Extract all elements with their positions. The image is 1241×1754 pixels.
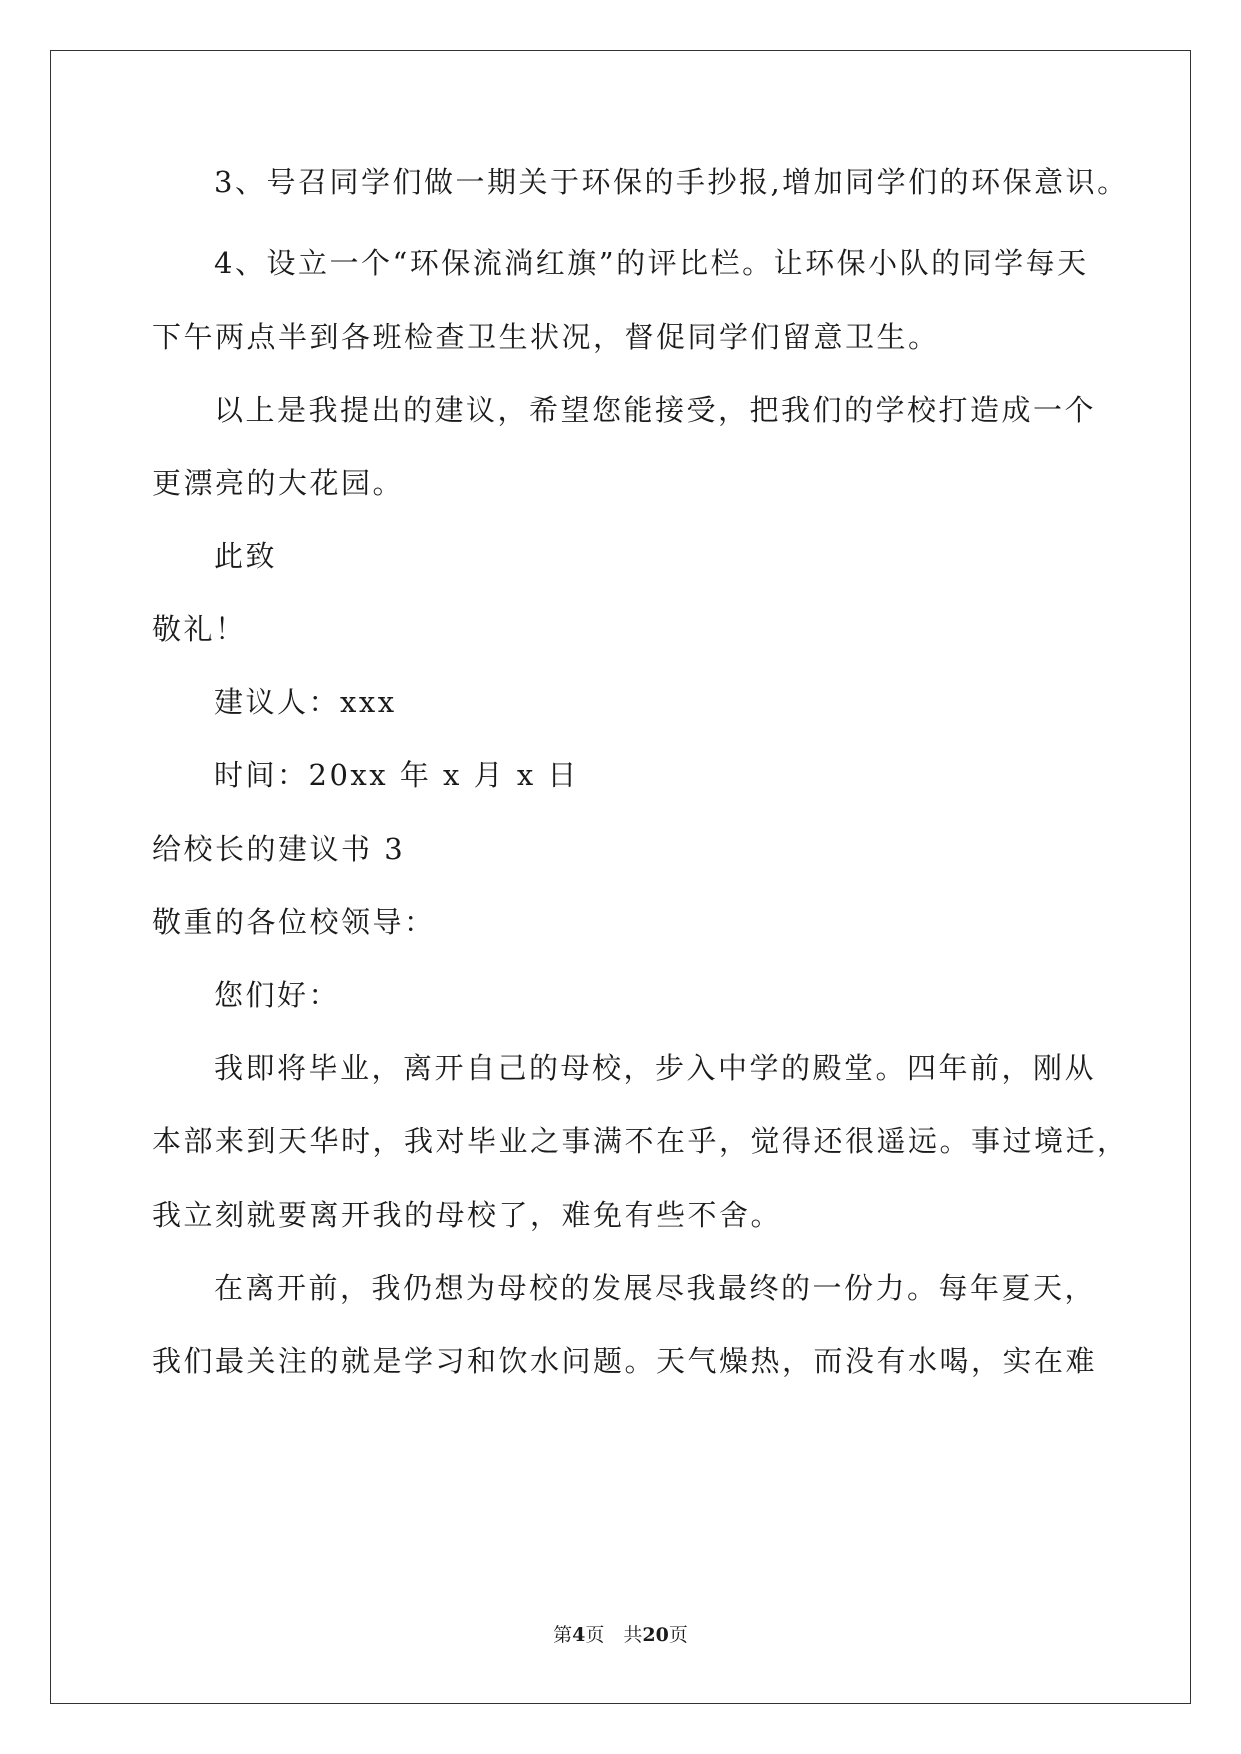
- closing-regards: 敬礼！: [152, 612, 247, 646]
- paragraph-line: 我立刻就要离开我的母校了，难免有些不舍。: [152, 1198, 783, 1232]
- paragraph-line: 在离开前，我仍想为母校的发展尽我最终的一份力。每年夏天，: [214, 1271, 1097, 1305]
- paragraph-line: 本部来到天华时，我对毕业之事满不在乎，觉得还很遥远。事过境迁，: [152, 1124, 1129, 1158]
- total-page-number: 20: [642, 1624, 669, 1646]
- closing-salutation: 此致: [214, 539, 278, 573]
- signature-line: 建议人：xxx: [214, 685, 397, 719]
- footer-prefix: 第: [553, 1624, 573, 1646]
- greeting-line: 您们好：: [214, 978, 341, 1012]
- greeting-line: 敬重的各位校领导：: [152, 905, 436, 939]
- footer-middle: 页 共: [585, 1624, 643, 1646]
- date-line: 时间：20xx 年 x 月 x 日: [214, 758, 579, 792]
- paragraph-line: 更漂亮的大花园。: [152, 466, 405, 500]
- paragraph-line: 我即将毕业，离开自己的母校，步入中学的殿堂。四年前，刚从: [214, 1051, 1097, 1085]
- section-title: 给校长的建议书 3: [152, 832, 406, 866]
- page-border: [50, 50, 1191, 1704]
- footer-suffix: 页: [668, 1624, 688, 1646]
- paragraph-line: 以上是我提出的建议，希望您能接受，把我们的学校打造成一个: [214, 393, 1097, 427]
- page-footer: [0, 1620, 1241, 1647]
- paragraph-line: 我们最关注的就是学习和饮水问题。天气燥热，而没有水喝，实在难: [152, 1344, 1098, 1378]
- paragraph-line: 4、设立一个“环保流淌红旗”的评比栏。让环保小队的同学每天: [214, 246, 1089, 280]
- paragraph-line: 3、号召同学们做一期关于环保的手抄报,增加同学们的环保意识。: [214, 165, 1129, 199]
- paragraph-line: 下午两点半到各班检查卫生状况，督促同学们留意卫生。: [152, 320, 940, 354]
- current-page-number: 4: [572, 1624, 586, 1646]
